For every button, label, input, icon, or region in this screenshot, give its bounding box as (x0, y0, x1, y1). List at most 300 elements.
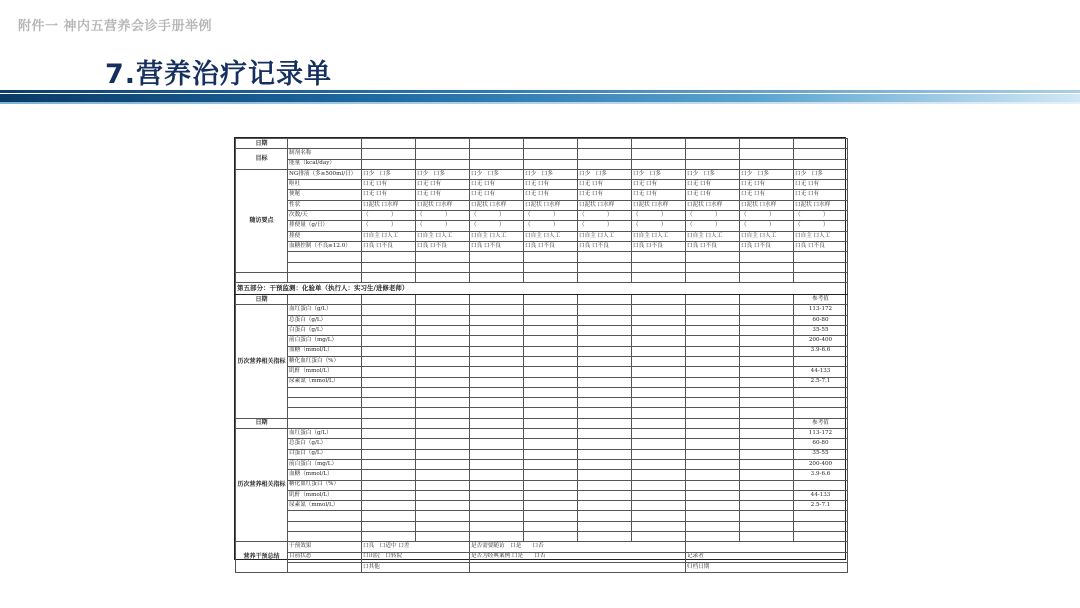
table-cell (740, 439, 794, 449)
table-row (236, 272, 848, 282)
table-row (236, 480, 848, 490)
table-cell (416, 356, 470, 366)
classic-case-question: 是否为经典案例 口是 口否 (470, 552, 686, 562)
table-cell (794, 262, 848, 272)
followup-option-cell: （ ） (524, 221, 578, 231)
followup-option-cell: 口无 口有 (416, 180, 470, 190)
followup-row-label: 性状 (288, 200, 362, 210)
followup-row-label: 血糖控制（不良≥12.0） (288, 241, 362, 251)
followup-option-cell: 口少 口多 (686, 169, 740, 179)
reference-value: 44-133 (794, 490, 848, 500)
followup-option-cell: （ ） (740, 211, 794, 221)
table-cell (632, 336, 686, 346)
followup-option-cell: 口自主 口人工 (470, 231, 524, 241)
lab-row-label: 总蛋白（g/L） (288, 315, 362, 325)
table-cell (686, 326, 740, 336)
table-cell (686, 542, 848, 552)
table-row (236, 190, 848, 200)
table-cell (362, 531, 416, 541)
followup-option-cell: 口良 口不良 (686, 241, 740, 251)
lab-row-label: 肌酐（mmol/L） (288, 490, 362, 500)
date-label: 日期 (236, 418, 288, 428)
table-cell (740, 449, 794, 459)
table-row (236, 521, 848, 531)
table-cell (288, 562, 362, 572)
table-cell (362, 356, 416, 366)
followup-option-cell: （ ） (470, 211, 524, 221)
followup-option-cell: 口无 口有 (686, 190, 740, 200)
table-cell (416, 408, 470, 418)
table-cell (794, 408, 848, 418)
table-cell (686, 418, 740, 428)
followup-option-cell: 口泥状 口水样 (416, 200, 470, 210)
table-cell (740, 262, 794, 272)
table-cell (740, 470, 794, 480)
followup-option-cell: 口少 口多 (362, 169, 416, 179)
table-cell (632, 501, 686, 511)
table-cell (524, 139, 578, 149)
table-row (236, 221, 848, 231)
table-cell (470, 326, 524, 336)
reference-value: 35-55 (794, 449, 848, 459)
table-cell (470, 490, 524, 500)
table-cell (632, 159, 686, 169)
lab-row-label: 血糖（mmol/L） (288, 470, 362, 480)
followup-option-cell: 口无 口有 (470, 190, 524, 200)
table-cell (524, 418, 578, 428)
table-cell (524, 305, 578, 315)
table-cell (362, 418, 416, 428)
followup-option-cell: 口泥状 口水样 (578, 200, 632, 210)
table-row (236, 305, 848, 315)
table-cell (470, 439, 524, 449)
followup-option-cell: 口无 口有 (740, 180, 794, 190)
followup-option-cell: 口无 口有 (632, 180, 686, 190)
table-cell (416, 305, 470, 315)
table-cell (632, 459, 686, 469)
followup-option-cell: 口无 口有 (794, 180, 848, 190)
table-row (236, 346, 848, 356)
table-cell (524, 336, 578, 346)
table-cell (686, 387, 740, 397)
table-cell (362, 336, 416, 346)
table-cell (632, 480, 686, 490)
table-cell (686, 377, 740, 387)
table-cell (578, 336, 632, 346)
lab-row-label: 前白蛋白（mg/L） (288, 459, 362, 469)
table-row (236, 149, 848, 159)
reference-value: 44-133 (794, 367, 848, 377)
table-cell (578, 149, 632, 159)
table-cell (362, 429, 416, 439)
table-cell (686, 295, 740, 305)
table-cell (794, 398, 848, 408)
reference-value: 200-400 (794, 336, 848, 346)
table-row (236, 552, 848, 562)
table-row (236, 241, 848, 251)
table-cell (470, 295, 524, 305)
lab-row-label: 血红蛋白（g/L） (288, 305, 362, 315)
table-cell (416, 262, 470, 272)
table-cell (686, 398, 740, 408)
table-cell (416, 459, 470, 469)
table-cell (362, 139, 416, 149)
table-cell (524, 377, 578, 387)
table-cell (578, 272, 632, 282)
followup-option-cell: 口泥状 口水样 (686, 200, 740, 210)
table-cell (288, 295, 362, 305)
table-cell (686, 159, 740, 169)
table-cell (524, 439, 578, 449)
followup-row-label: 次数/天 (288, 211, 362, 221)
table-cell (794, 159, 848, 169)
reference-value (794, 480, 848, 490)
table-cell (524, 398, 578, 408)
table-cell (524, 326, 578, 336)
table-cell (524, 367, 578, 377)
table-cell (470, 305, 524, 315)
followup-option-cell: 口泥状 口水样 (632, 200, 686, 210)
followup-option-cell: 口少 口多 (794, 169, 848, 179)
table-cell (578, 501, 632, 511)
table-row (236, 511, 848, 521)
table-cell (524, 501, 578, 511)
followup-option-cell: 口自主 口人工 (524, 231, 578, 241)
table-row (236, 367, 848, 377)
followup-question: 是否需要随访 口是 口否 (470, 542, 686, 552)
table-cell (578, 459, 632, 469)
table-cell (362, 377, 416, 387)
table-cell (578, 408, 632, 418)
table-cell (470, 336, 524, 346)
followup-option-cell: 口无 口有 (632, 190, 686, 200)
table-cell (524, 429, 578, 439)
followup-row-label: NG排液（多≥500ml/日） (288, 169, 362, 179)
table-cell (578, 346, 632, 356)
followup-option-cell: （ ） (578, 211, 632, 221)
table-cell (524, 408, 578, 418)
table-cell (578, 480, 632, 490)
table-cell (470, 521, 524, 531)
table-cell (578, 429, 632, 439)
table-cell (740, 418, 794, 428)
target-row-label: 制剂名称 (288, 149, 362, 159)
reference-header: 参考值 (794, 418, 848, 428)
followup-option-cell: 口泥状 口水样 (524, 200, 578, 210)
table-cell (740, 521, 794, 531)
table-cell (524, 159, 578, 169)
table-cell (416, 367, 470, 377)
table-cell (288, 387, 362, 397)
followup-option-cell: 口少 口多 (578, 169, 632, 179)
followup-option-cell: 口无 口有 (416, 190, 470, 200)
table-cell (470, 367, 524, 377)
table-cell (686, 449, 740, 459)
table-row (236, 262, 848, 272)
table-cell (686, 501, 740, 511)
table-cell (740, 159, 794, 169)
table-cell (362, 480, 416, 490)
reference-value: 60-80 (794, 315, 848, 325)
followup-option-cell: （ ） (416, 221, 470, 231)
table-cell (362, 439, 416, 449)
table-cell (236, 272, 288, 282)
followup-option-cell: 口泥状 口水样 (362, 200, 416, 210)
table-cell (740, 531, 794, 541)
table-cell (740, 501, 794, 511)
table-cell (740, 272, 794, 282)
table-cell (578, 315, 632, 325)
table-cell (416, 377, 470, 387)
followup-option-cell: 口少 口多 (524, 169, 578, 179)
table-cell (416, 418, 470, 428)
table-cell (578, 356, 632, 366)
table-cell (470, 252, 524, 262)
table-cell (362, 470, 416, 480)
table-cell (578, 262, 632, 272)
table-row (236, 449, 848, 459)
followup-option-cell: 口自主 口人工 (740, 231, 794, 241)
followup-option-cell: 口良 口不良 (362, 241, 416, 251)
table-row (236, 398, 848, 408)
followup-option-cell: 口良 口不良 (416, 241, 470, 251)
reference-value: 113-172 (794, 429, 848, 439)
table-row (236, 252, 848, 262)
followup-option-cell: 口良 口不良 (794, 241, 848, 251)
reference-value: 35-55 (794, 326, 848, 336)
followup-option-cell: 口泥状 口水样 (794, 200, 848, 210)
table-cell (578, 449, 632, 459)
table-cell (686, 490, 740, 500)
table-cell (794, 252, 848, 262)
followup-option-cell: 口泥状 口水样 (740, 200, 794, 210)
lab-row-label: 血红蛋白（g/L） (288, 429, 362, 439)
table-cell (416, 159, 470, 169)
table-cell (740, 398, 794, 408)
table-cell (470, 387, 524, 397)
followup-option-cell: 口良 口不良 (524, 241, 578, 251)
table-cell (740, 377, 794, 387)
table-cell (632, 356, 686, 366)
followup-option-cell: 口自主 口人工 (362, 231, 416, 241)
table-row (236, 356, 848, 366)
table-cell (416, 336, 470, 346)
table-row (236, 377, 848, 387)
lab-row-label: 前白蛋白（mg/L） (288, 336, 362, 346)
followup-option-cell: （ ） (686, 211, 740, 221)
table-cell (740, 408, 794, 418)
table-cell (632, 139, 686, 149)
table-cell (740, 459, 794, 469)
table-cell (524, 387, 578, 397)
table-cell (470, 377, 524, 387)
lab-row-label: 尿素氮（mmol/L） (288, 377, 362, 387)
table-cell (686, 252, 740, 262)
followup-option-cell: 口少 口多 (740, 169, 794, 179)
table-cell (632, 252, 686, 262)
table-cell (686, 459, 740, 469)
table-cell (686, 262, 740, 272)
reference-value: 3.9-6.6 (794, 470, 848, 480)
table-cell (632, 346, 686, 356)
table-cell (524, 521, 578, 531)
table-cell (740, 305, 794, 315)
table-cell (794, 521, 848, 531)
table-cell (470, 562, 686, 572)
table-row (236, 139, 848, 149)
followup-row-label: 便秘 (288, 190, 362, 200)
table-cell (470, 418, 524, 428)
followup-option-cell: （ ） (686, 221, 740, 231)
table-cell (740, 315, 794, 325)
table-cell (578, 252, 632, 262)
table-cell (362, 252, 416, 262)
table-cell (578, 367, 632, 377)
followup-option-cell: 口泥状 口水样 (470, 200, 524, 210)
followup-option-cell: 口无 口有 (686, 180, 740, 190)
date-label: 日期 (236, 139, 288, 149)
table-cell (524, 480, 578, 490)
table-cell (416, 149, 470, 159)
table-cell (578, 439, 632, 449)
followup-option-cell: 口无 口有 (362, 190, 416, 200)
followup-option-cell: 口良 口不良 (578, 241, 632, 251)
table-cell (632, 439, 686, 449)
table-cell (632, 149, 686, 159)
table-cell (794, 531, 848, 541)
table-cell (362, 408, 416, 418)
target-label: 目标 (236, 149, 288, 170)
table-cell (416, 480, 470, 490)
followup-option-cell: （ ） (578, 221, 632, 231)
table-cell (470, 398, 524, 408)
table-cell (578, 387, 632, 397)
followup-option-cell: 口自主 口人工 (578, 231, 632, 241)
table-cell (416, 429, 470, 439)
table-cell (288, 511, 362, 521)
slide-title: 7.营养治疗记录单 (105, 59, 333, 90)
table-row (236, 408, 848, 418)
followup-option-cell: （ ） (362, 221, 416, 231)
table-cell (524, 449, 578, 459)
section5-title: 第五部分：干预监测：化验单（执行人：实习生/进修老师） (236, 283, 848, 295)
table-cell (632, 387, 686, 397)
table-cell (632, 315, 686, 325)
followup-option-cell: 口无 口有 (740, 190, 794, 200)
table-cell (362, 367, 416, 377)
table-cell (470, 408, 524, 418)
followup-option-cell: （ ） (416, 211, 470, 221)
table-cell (470, 315, 524, 325)
table-cell (578, 418, 632, 428)
reference-value: 2.5-7.1 (794, 377, 848, 387)
table-cell (524, 531, 578, 541)
table-cell (416, 295, 470, 305)
table-cell (288, 252, 362, 262)
reference-value: 200-400 (794, 459, 848, 469)
table-cell (740, 295, 794, 305)
table-cell (288, 408, 362, 418)
summary-label: 营养干预总结 (236, 542, 288, 573)
table-cell (740, 139, 794, 149)
table-row (236, 439, 848, 449)
followup-row-label: 排便 (288, 231, 362, 241)
table-row (236, 336, 848, 346)
reference-value: 3.9-6.6 (794, 346, 848, 356)
table-cell (578, 295, 632, 305)
table-cell (632, 470, 686, 480)
followup-option-cell: （ ） (632, 211, 686, 221)
lab-row-label: 肌酐（mmol/L） (288, 367, 362, 377)
table-cell (686, 511, 740, 521)
target-row-label: 能量（kcal/day） (288, 159, 362, 169)
table-cell (288, 398, 362, 408)
lab-row-label: 血糖（mmol/L） (288, 346, 362, 356)
table-cell (470, 470, 524, 480)
table-cell (470, 272, 524, 282)
table-cell (362, 315, 416, 325)
table-cell (288, 139, 362, 149)
followup-option-cell: （ ） (740, 221, 794, 231)
table-row (236, 159, 848, 169)
table-cell (470, 356, 524, 366)
table-cell (470, 429, 524, 439)
table-cell (416, 470, 470, 480)
header-text: 附件一 神内五营养会诊手册举例 (18, 19, 213, 34)
table-cell (632, 272, 686, 282)
table-row (236, 211, 848, 221)
table-cell (686, 305, 740, 315)
table-cell (578, 490, 632, 500)
table-cell (740, 490, 794, 500)
followup-option-cell: 口自主 口人工 (632, 231, 686, 241)
table-cell (416, 501, 470, 511)
title-underline-bar (0, 90, 1080, 102)
lab-row-label: 总蛋白（g/L） (288, 439, 362, 449)
followup-label: 随访要点 (236, 169, 288, 272)
table-cell (470, 480, 524, 490)
table-cell (524, 470, 578, 480)
table-row (236, 470, 848, 480)
followup-option-cell: 口无 口有 (362, 180, 416, 190)
followup-option-cell: 口自主 口人工 (794, 231, 848, 241)
archive-date-label: 归档日期 (686, 562, 848, 572)
followup-option-cell: （ ） (794, 221, 848, 231)
followup-option-cell: 口无 口有 (524, 180, 578, 190)
table-cell (416, 272, 470, 282)
table-cell (362, 449, 416, 459)
table-cell (416, 511, 470, 521)
followup-option-cell: 口良 口不良 (632, 241, 686, 251)
followup-option-cell: 口自主 口人工 (686, 231, 740, 241)
followup-option-cell: （ ） (470, 221, 524, 231)
table-cell (686, 139, 740, 149)
table-cell (578, 470, 632, 480)
date-label: 日期 (236, 295, 288, 305)
table-row (236, 169, 848, 179)
table-cell (632, 449, 686, 459)
table-row (236, 429, 848, 439)
table-cell (632, 521, 686, 531)
table-cell (362, 295, 416, 305)
table-row (236, 490, 848, 500)
table-cell (632, 408, 686, 418)
table-cell (578, 159, 632, 169)
lab-indicators-label: 历次营养相关指标 (236, 429, 288, 542)
table-cell (470, 159, 524, 169)
table-cell (362, 398, 416, 408)
table-cell (288, 418, 362, 428)
